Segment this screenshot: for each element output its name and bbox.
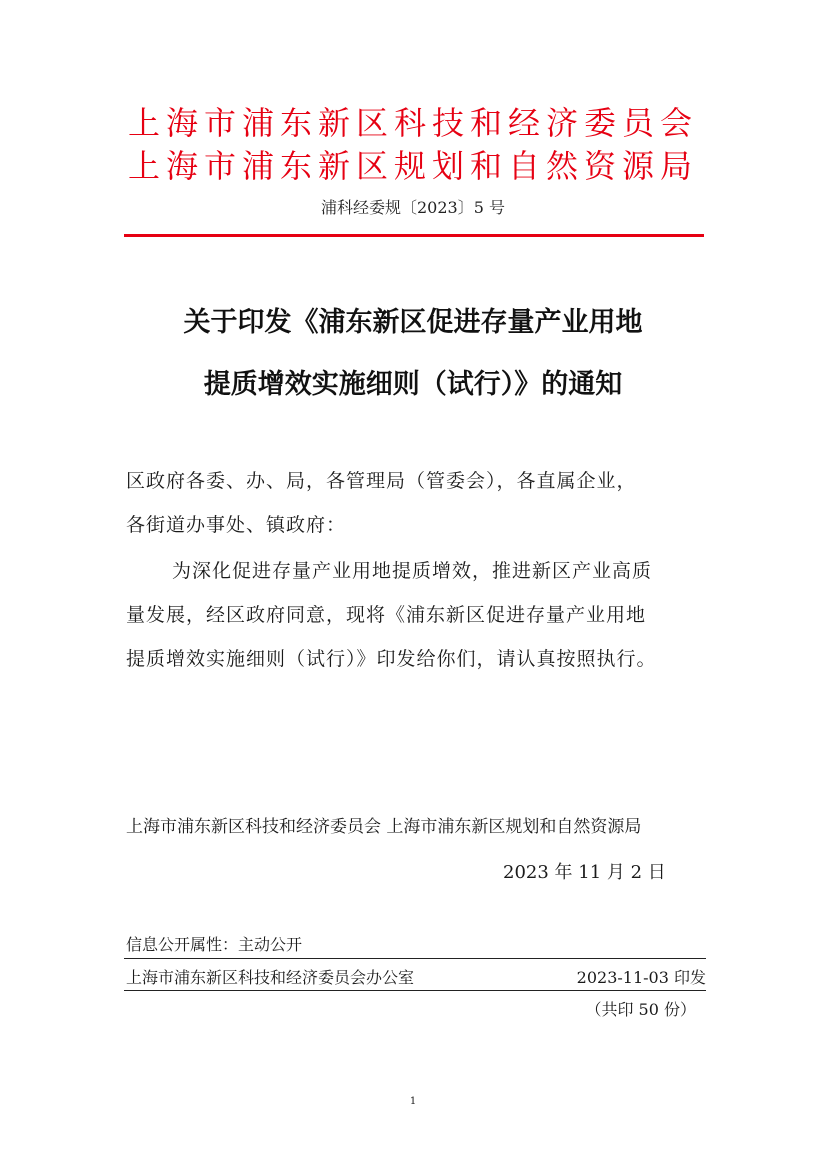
document-number: 浦科经委规〔2023〕5 号 (321, 198, 505, 217)
addressee-line-1: 区政府各委、办、局，各管理局（管委会），各直属企业， (126, 470, 637, 492)
body-paragraph-line-2: 量发展，经区政府同意，现将《浦东新区促进存量产业用地 (126, 604, 647, 626)
issuing-office: 上海市浦东新区科技和经济委员会办公室 (126, 968, 415, 987)
print-date: 2023-11-03 印发 (576, 968, 706, 987)
footer-rule-bottom (124, 990, 706, 991)
disclosure-attribute: 信息公开属性：主动公开 (126, 935, 303, 954)
page-number: 1 (409, 1096, 417, 1107)
body-paragraph-line-1: 为深化促进存量产业用地提质增效，推进新区产业高质 (172, 560, 653, 582)
signing-organizations: 上海市浦东新区科技和经济委员会 上海市浦东新区规划和自然资源局 (126, 817, 642, 837)
footer-rule-top (124, 958, 706, 959)
document-title-line-1: 关于印发《浦东新区促进存量产业用地 (183, 307, 643, 338)
issuer-line-2: 上海市浦东新区规划和自然资源局 (127, 147, 698, 185)
signing-date: 2023 年 11 月 2 日 (503, 862, 666, 883)
body-paragraph-line-3: 提质增效实施细则（试行）》印发给你们，请认真按照执行。 (126, 648, 657, 670)
red-header-divider (124, 234, 704, 237)
print-copies: （共印 50 份） (585, 1000, 696, 1019)
issuer-line-1: 上海市浦东新区科技和经济委员会 (127, 104, 698, 142)
document-title-line-2: 提质增效实施细则（试行）》的通知 (203, 369, 623, 400)
addressee-line-2: 各街道办事处、镇政府： (126, 514, 347, 536)
